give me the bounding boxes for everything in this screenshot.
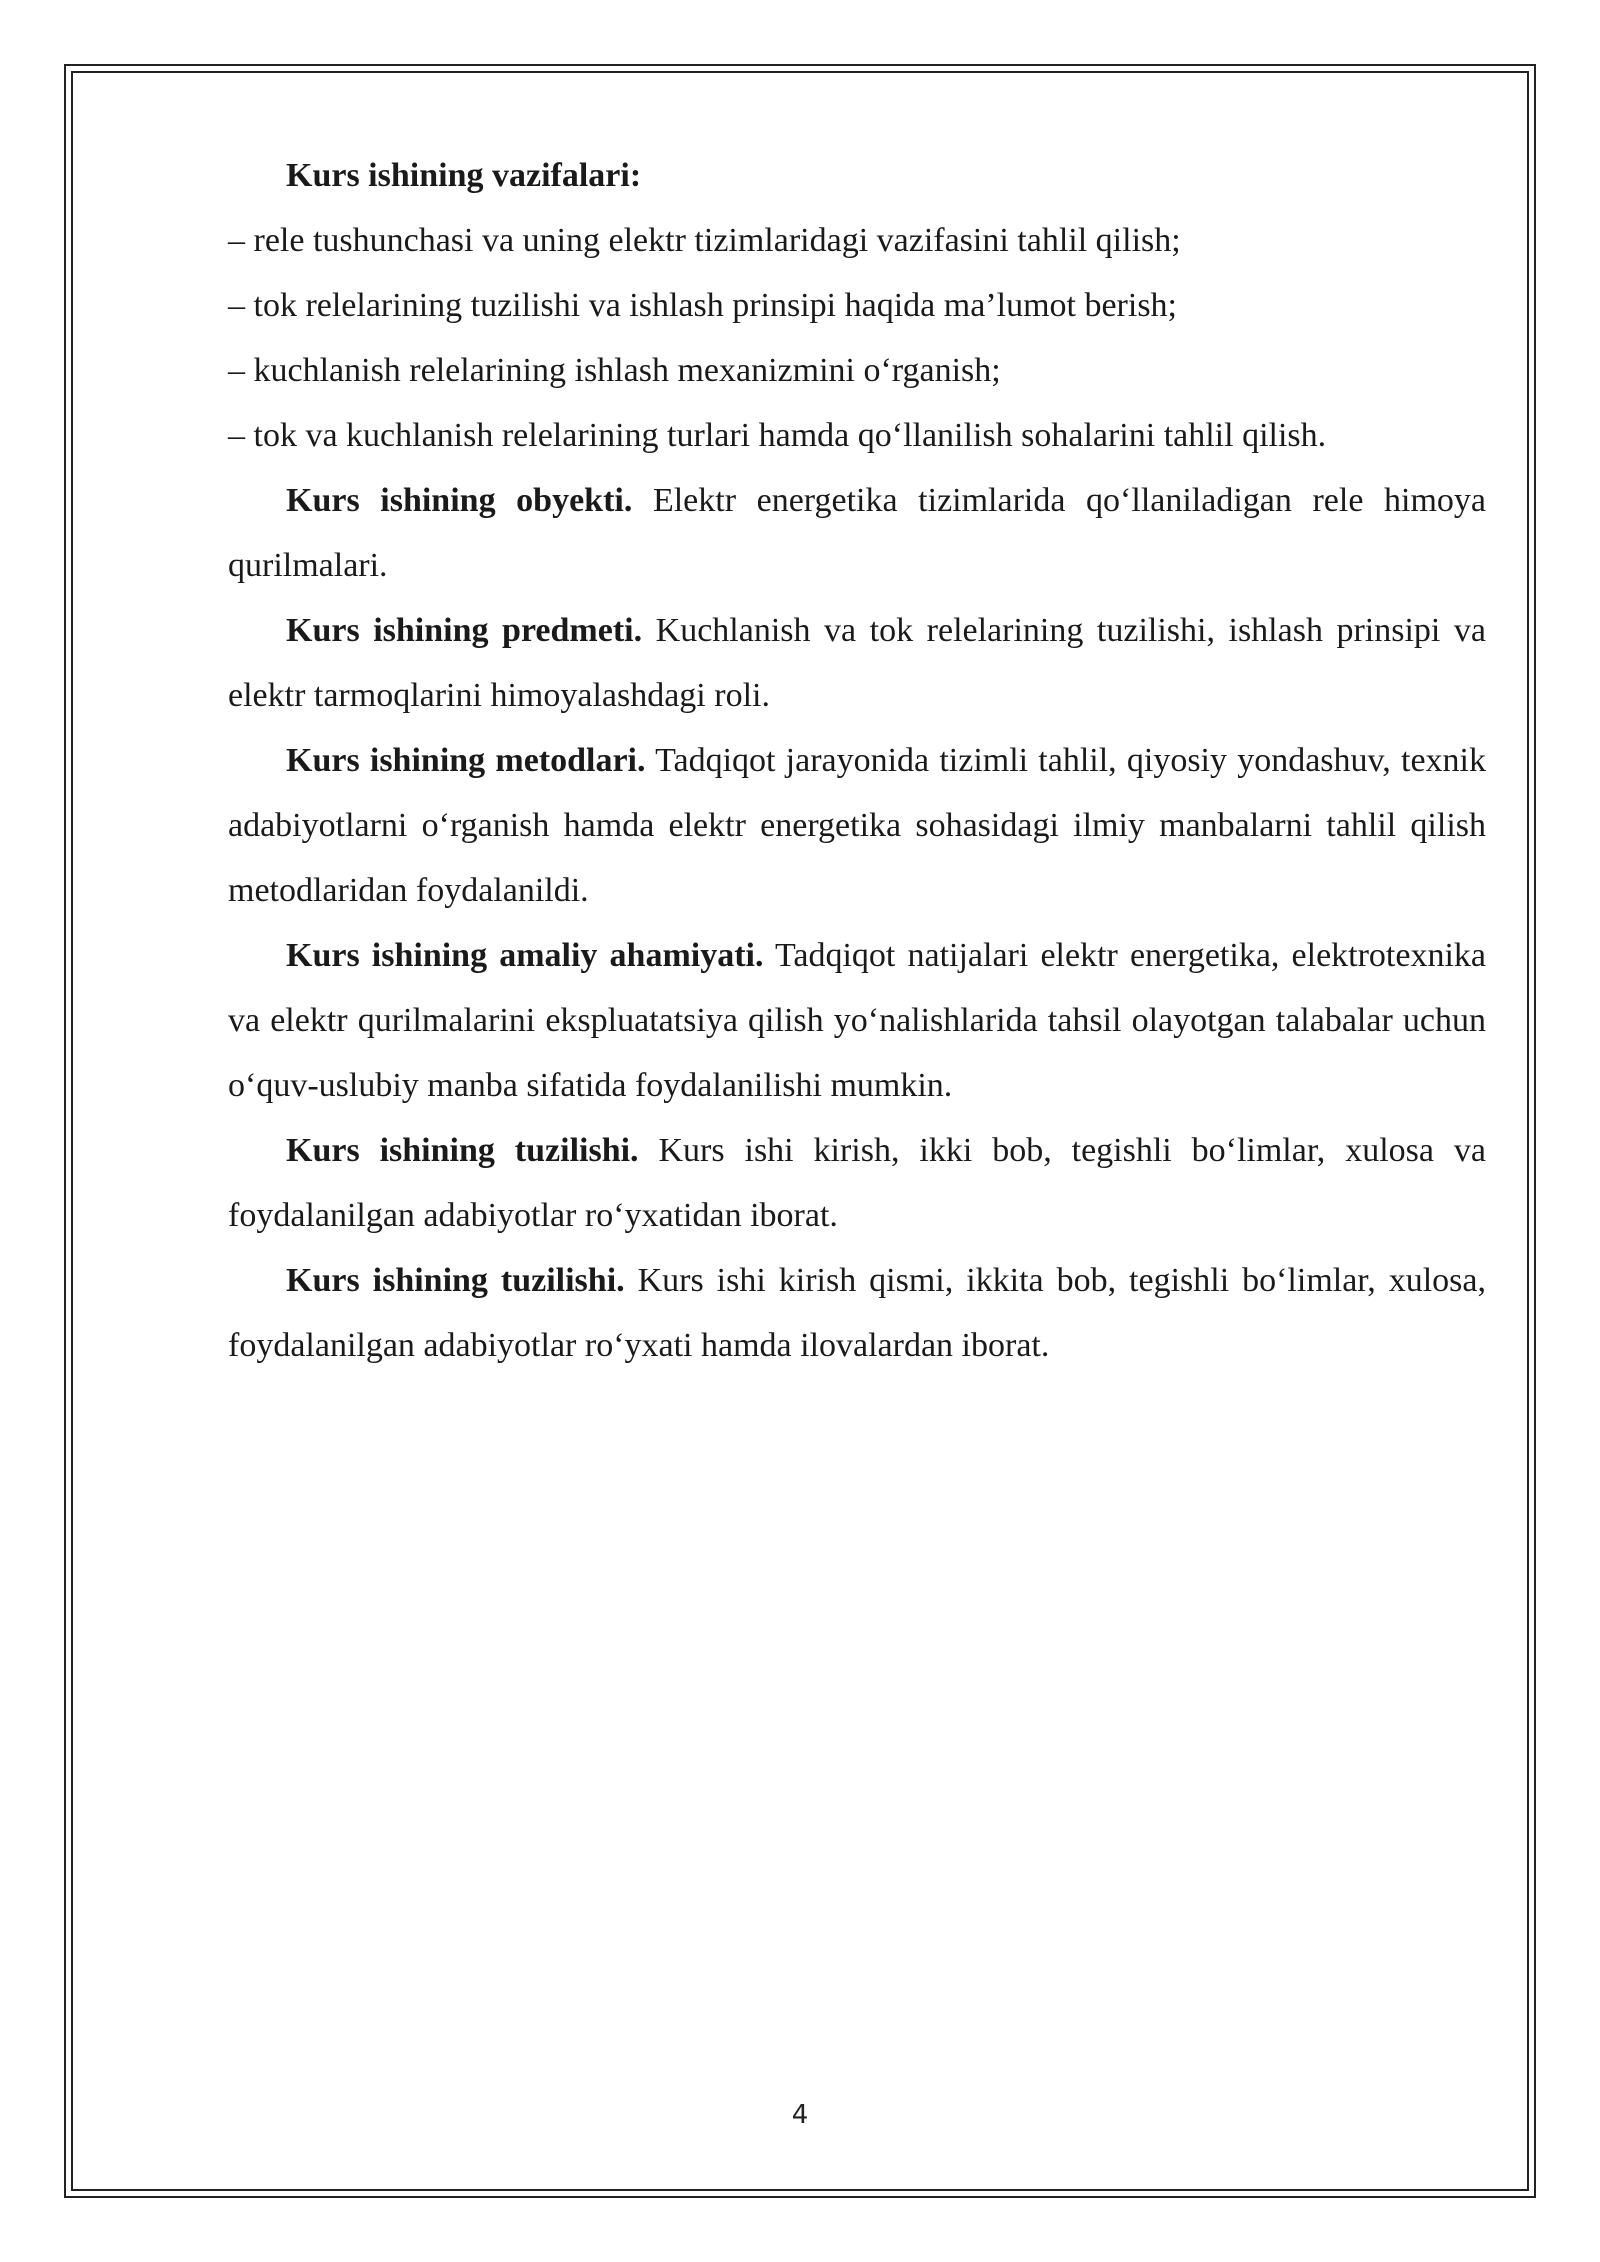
paragraph-text: Kuchlanish va tok relelarining tuzilishi, ishlash prinsipi va elektr tarmoqlarini himoyalashdagi roli. <box>228 612 1486 714</box>
paragraph-text: Tadqiqot jarayonida tizimli tahlil, qiyosiy yondashuv, texnik adabiyotlarni o‘rganish hamda elektr energetika sohasidagi ilmiy manbalarni tahlil qilish metodlaridan foydalanildi. <box>228 742 1486 909</box>
paragraph-label: Kurs ishining obyekti. <box>286 482 633 519</box>
paragraph-label: Kurs ishining tuzilishi. <box>286 1262 625 1299</box>
paragraph-label: Kurs ishining amaliy ahamiyati. <box>286 937 764 974</box>
paragraph-text: Kurs ishi kirish, ikki bob, tegishli bo‘limlar, xulosa va foydalanilgan adabiyotlar ro‘yxatidan iborat. <box>228 1132 1486 1234</box>
task-item: – tok relelarining tuzilishi va ishlash prinsipi haqida ma’lumot berish; <box>228 287 1177 324</box>
paragraph-text: Kurs ishi kirish qismi, ikkita bob, tegishli bo‘limlar, xulosa, foydalanilgan adabiyotlar ro‘yxati hamda ilovalardan iborat. <box>228 1262 1486 1364</box>
tasks-heading: Kurs ishining vazifalari: <box>286 157 642 194</box>
paragraph-subject <box>228 598 1486 728</box>
tasks-heading-line <box>228 143 1486 208</box>
paragraph-object <box>228 468 1486 598</box>
paragraph-label: Kurs ishining predmeti. <box>286 612 643 649</box>
paragraph-structure <box>228 1118 1486 1248</box>
paragraph-label: Kurs ishining metodlari. <box>286 742 646 779</box>
paragraph-label: Kurs ishining tuzilishi. <box>286 1132 639 1169</box>
paragraph-structure-detailed <box>228 1248 1486 1378</box>
task-item: – kuchlanish relelarining ishlash mexanizmini o‘rganish; <box>228 352 1001 389</box>
paragraph-methods <box>228 728 1486 923</box>
page-number: 4 <box>791 2100 809 2130</box>
task-item: – tok va kuchlanish relelarining turlari hamda qo‘llanilish sohalarini tahlil qilish. <box>228 417 1327 454</box>
page-body <box>228 143 1486 1378</box>
paragraph-text: Elektr energetika tizimlarida qo‘llaniladigan rele himoya qurilmalari. <box>228 482 1487 584</box>
paragraph-practical-value <box>228 923 1486 1118</box>
paragraph-text: Tadqiqot natijalari elektr energetika, elektrotexnika va elektr qurilmalarini ekspluatatsiya qilish yo‘nalishlarida tahsil olayotgan talabalar uchun o‘quv-uslubiy manba sifatida foydalanilishi mumkin. <box>228 937 1487 1104</box>
task-item: – rele tushunchasi va uning elektr tizimlaridagi vazifasini tahlil qilish; <box>228 222 1181 259</box>
